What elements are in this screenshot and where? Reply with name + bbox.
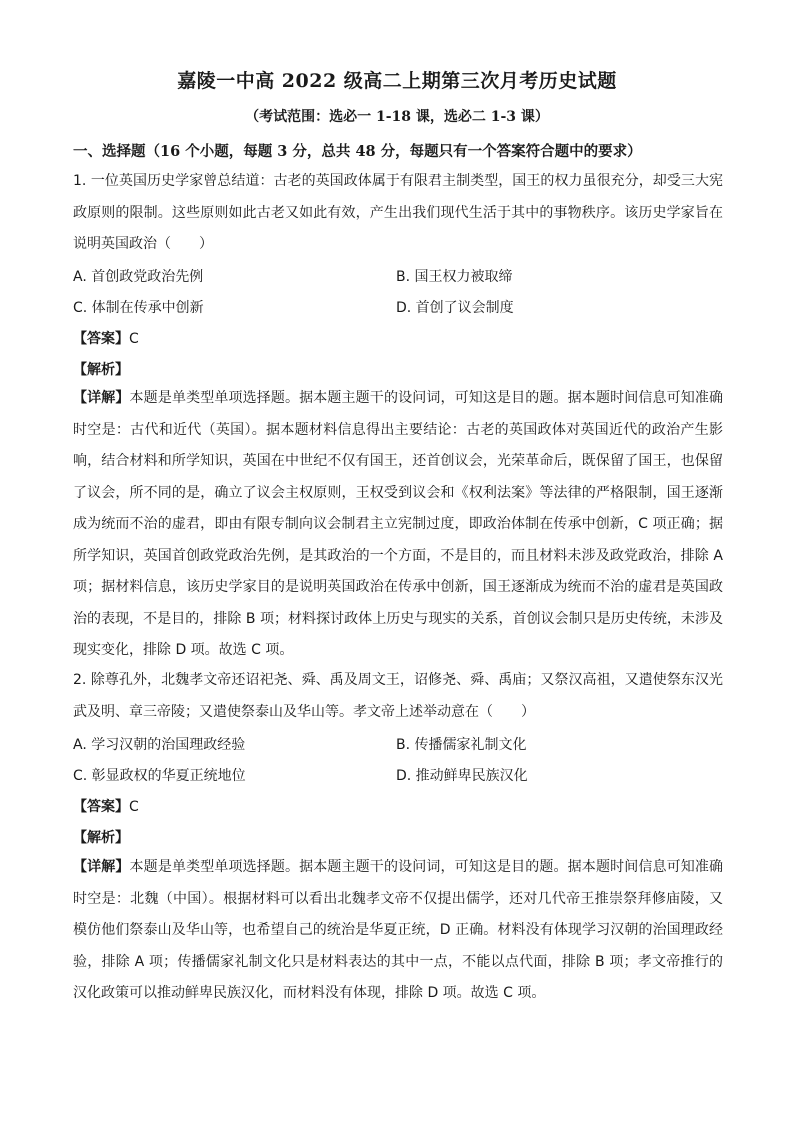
q2-answer bbox=[73, 796, 139, 816]
q2-detail bbox=[73, 852, 723, 1010]
q2-answer-value: C bbox=[129, 799, 139, 815]
question-2-stem: 2. 除尊孔外，北魏孝文帝还诏祀尧、舜、禹及周文王，诏修尧、舜、禹庙；又祭汉高祖，又遣使祭东汉光武及明、章三帝陵；又遣使祭泰山及华山等。孝文帝上述举动意在（ ） bbox=[73, 672, 723, 720]
q1-answer bbox=[73, 328, 139, 348]
section-heading: 一、选择题（16 个小题，每题 3 分，总共 48 分，每题只有一个答案符合题中的要求） bbox=[73, 143, 642, 160]
q1-detail-label: 【详解】 bbox=[73, 390, 130, 406]
q1-detail-text: 本题是单类型单项选择题。据本题主题干的设问词，可知这是目的题。据本题时间信息可知准确时空是：古代和近代（英国）。据本题材料信息得出主要结论：古老的英国政体对英国近代的政治产生影响，结合材料和所学知识，英国在中世纪不仅有国王，还首创议会，光荣革命后，既保留了国王，也保留了议会，所不同的是，确立了议会主权原则，王权受到议会和《权利法案》等法律的严格限制，国王逐渐成为统而不治的虚君，即由有限专制向议会制君主立宪制过度，即政治体制在传承中创新，C 项正确；据所学知识，英国首创政党政治先例，是其政治的一个方面，不是目的，而且材料未涉及政党政治，排除 A 项；据材料信息，该历史学家目的是说明英国政治在传承中创新，国王逐渐成为统而不治的虚君是英国政治的表现，不是目的，排除 B 项；材料探讨政体上历史与现实的关系，首创议会制只是历史传统，未涉及现实变化，排除 D 项。故选 C 项。 bbox=[73, 390, 724, 658]
q1-answer-value: C bbox=[129, 331, 139, 347]
exam-scope: （考试范围：选必一 1-18 课，选必二 1-3 课） bbox=[245, 109, 549, 125]
q1-answer-label: 【答案】 bbox=[73, 331, 129, 347]
q1-option-d: D. 首创了议会制度 bbox=[396, 300, 514, 316]
page-title: 嘉陵一中高 2022 级高二上期第三次月考历史试题 bbox=[177, 70, 617, 92]
q2-option-a: A. 学习汉朝的治国理政经验 bbox=[73, 737, 246, 753]
q1-option-b: B. 国王权力被取缔 bbox=[396, 269, 513, 285]
q2-detail-text: 本题是单类型单项选择题。据本题主题干的设问词，可知这是目的题。据本题时间信息可知准确时空是：北魏（中国）。根据材料可以看出北魏孝文帝不仅提出儒学，还对几代帝王推崇祭拜修庙陵，又模仿他们祭泰山及华山等，也希望自己的统治是华夏正统，D 正确。材料没有体现学习汉朝的治国理政经验，排除 A 项；传播儒家礼制文化只是材料表达的其中一点，不能以点代面，排除 B 项；孝文帝推行的汉化政策可以推动鲜卑民族汉化，而材料没有体现，排除 D 项。故选 C 项。 bbox=[73, 859, 724, 1001]
q2-detail-label: 【详解】 bbox=[73, 859, 130, 875]
q2-option-c: C. 彰显政权的华夏正统地位 bbox=[73, 768, 246, 784]
q1-detail bbox=[73, 383, 723, 667]
q2-analysis-label: 【解析】 bbox=[73, 830, 129, 846]
question-1-stem: 1. 一位英国历史学家曾总结道：古老的英国政体属于有限君主制类型，国王的权力虽很充分，却受三大宪政原则的限制。这些原则如此古老又如此有效，产生出我们现代生活于其中的事物秩序。该历史学家旨在说明英国政治（ ） bbox=[73, 173, 723, 252]
q1-option-c: C. 体制在传承中创新 bbox=[73, 300, 204, 316]
q1-analysis-label: 【解析】 bbox=[73, 362, 129, 378]
q2-option-d: D. 推动鲜卑民族汉化 bbox=[396, 768, 528, 784]
q2-answer-label: 【答案】 bbox=[73, 799, 129, 815]
q1-option-a: A. 首创政党政治先例 bbox=[73, 269, 204, 285]
q2-option-b: B. 传播儒家礼制文化 bbox=[396, 737, 527, 753]
